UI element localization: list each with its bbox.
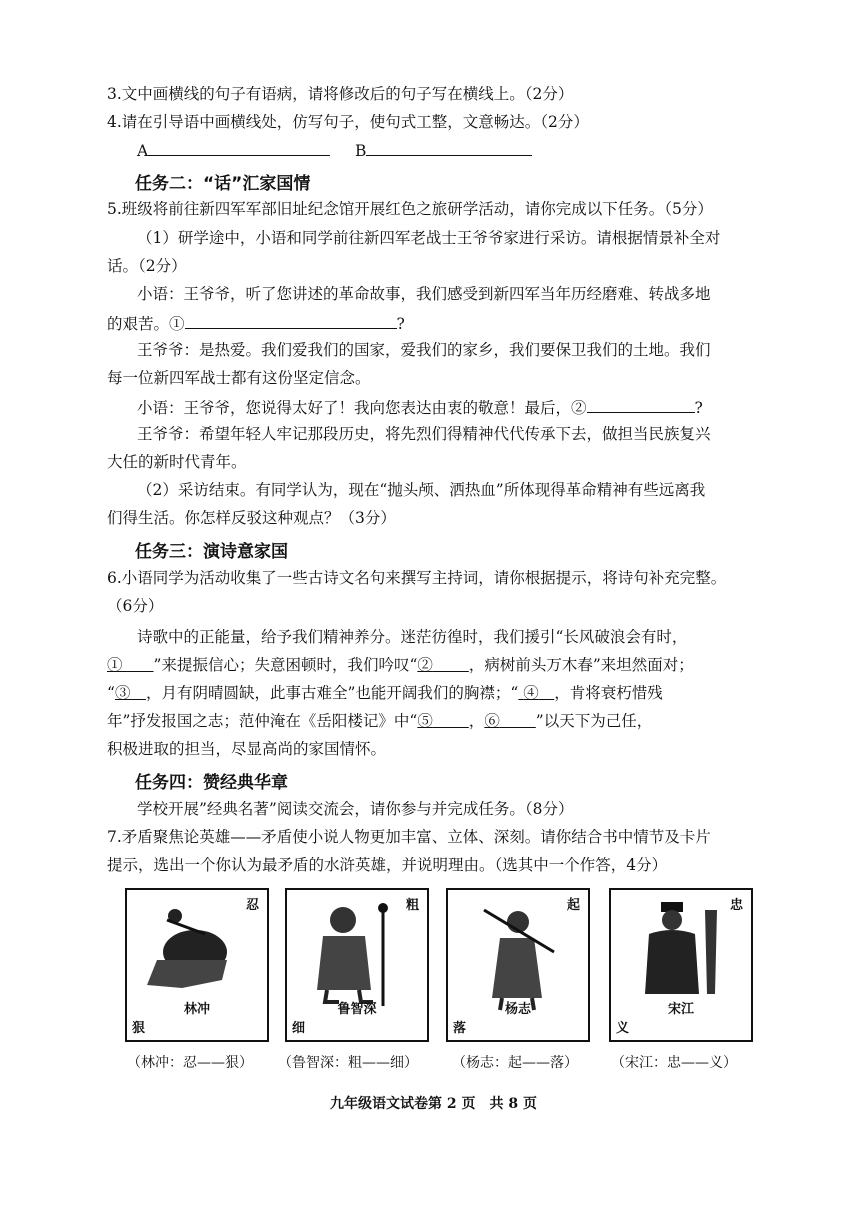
question-6-line2: （6分） bbox=[107, 597, 164, 615]
blank-2[interactable] bbox=[587, 396, 695, 413]
q5-part1-line2: 话。（2分） bbox=[107, 257, 187, 275]
poem-line4: 年”抒发报国之志；范仲淹在《岳阳楼记》中“⑤ ，⑥ ”以天下为己任， bbox=[107, 712, 653, 730]
blank-poem-4[interactable]: ④ bbox=[523, 684, 539, 702]
card-trait-top: 起 bbox=[566, 898, 580, 913]
task3-heading: 任务三：演诗意家国 bbox=[135, 542, 288, 562]
question-6-line1: 6.小语同学为活动收集了一些古诗文名句来撰写主持词，请你根据提示，将诗句补充完整。 bbox=[107, 569, 727, 587]
hero-card-songjiang bbox=[609, 888, 753, 1042]
dialogue-xiaoyu-1b: 的艰苦。① ? bbox=[107, 312, 405, 334]
dialogue-wang-1a: 王爷爷：是热爱。我们爱我们的国家，爱我们的家乡，我们要保卫我们的土地。我们 bbox=[137, 341, 711, 359]
task2-heading: 任务二：“话”汇家国情 bbox=[135, 174, 311, 194]
hero-card-linchong bbox=[125, 888, 269, 1042]
card-hero-name: 林冲 bbox=[183, 1002, 210, 1017]
card-hero-name: 鲁智深 bbox=[337, 1002, 377, 1017]
card-trait-top: 忍 bbox=[245, 898, 259, 913]
blank-poem-2[interactable]: ② bbox=[417, 656, 433, 674]
page-footer: 九年级语文试卷第 2 页 共 8 页 bbox=[330, 1096, 537, 1112]
card-hero-name: 杨志 bbox=[504, 1002, 531, 1017]
task4-heading: 任务四：赞经典华章 bbox=[135, 773, 288, 793]
q5-part1-line1: （1）研学途中，小语和同学前往新四军老战士王爷爷家进行采访。请根据情景补全对 bbox=[137, 229, 721, 247]
answer-line-b[interactable] bbox=[355, 139, 532, 161]
q5-part2-line1: （2）采访结束。有同学认为，现在“抛头颅、洒热血”所体现得革命精神有些远离我 bbox=[137, 481, 706, 499]
card-trait-top: 忠 bbox=[729, 898, 743, 913]
hero-card-yangzhi bbox=[446, 888, 590, 1042]
blank-poem-6[interactable]: ⑥ bbox=[484, 712, 500, 730]
card-trait-bottom: 落 bbox=[453, 1021, 467, 1036]
task4-intro: 学校开展”经典名著”阅读交流会，请你参与并完成任务。（8分） bbox=[137, 800, 574, 818]
question-7-line2: 提示，选出一个你认为最矛盾的水浒英雄，并说明理由。（选其中一个作答，4分） bbox=[107, 856, 668, 874]
question-7-line1: 7.矛盾聚焦论英雄——矛盾使小说人物更加丰富、立体、深刻。请你结合书中情节及卡片 bbox=[107, 828, 711, 846]
dialogue-xiaoyu-2: 小语：王爷爷，您说得太好了！我向您表达由衷的敬意！最后，② ? bbox=[137, 396, 703, 418]
card-trait-bottom: 义 bbox=[616, 1021, 630, 1036]
poem-line3: “③ ，月有阴晴圆缺，此事古难全”也能开阔我们的胸襟；“ ④ ，肯将衰朽惜残 bbox=[107, 684, 663, 702]
hero-card-luzhishen bbox=[285, 888, 429, 1042]
caption-luzhishen: （鲁智深：粗——细） bbox=[278, 1055, 418, 1071]
question-4: 4.请在引导语中画横线处，仿写句子，使句式工整，文意畅达。（2分） bbox=[107, 113, 589, 131]
dialogue-wang-2a: 王爷爷：希望年轻人牢记那段历史，将先烈们得精神代代传承下去，做担当民族复兴 bbox=[137, 425, 711, 443]
answer-label-b: B bbox=[355, 142, 367, 160]
caption-yangzhi: （杨志：起——落） bbox=[452, 1055, 578, 1071]
caption-linchong: （林冲：忍——狠） bbox=[127, 1055, 253, 1071]
card-hero-name: 宋江 bbox=[667, 1002, 694, 1017]
poem-line5: 积极进取的担当，尽显高尚的家国情怀。 bbox=[107, 740, 387, 758]
card-trait-bottom: 狠 bbox=[132, 1021, 146, 1036]
q5-part2-line2: 们得生活。你怎样反驳这种观点？（3分） bbox=[107, 509, 396, 527]
poem-line1: 诗歌中的正能量，给予我们精神养分。迷茫彷徨时，我们援引“长风破浪会有时， bbox=[137, 628, 688, 646]
answer-line-a[interactable] bbox=[137, 139, 330, 161]
dialogue-xiaoyu-1a: 小语：王爷爷，听了您讲述的革命故事，我们感受到新四军当年历经磨难、转战多地 bbox=[137, 285, 711, 303]
dialogue-wang-2b: 大任的新时代青年。 bbox=[107, 453, 247, 471]
answer-label-a: A bbox=[137, 142, 149, 160]
blank-poem-1[interactable]: ① bbox=[107, 656, 123, 674]
card-trait-top: 粗 bbox=[405, 898, 419, 913]
question-3: 3.文中画横线的句子有语病，请将修改后的句子写在横线上。（2分） bbox=[107, 85, 574, 103]
dialogue-wang-1b: 每一位新四军战士都有这份坚定信念。 bbox=[107, 369, 371, 387]
blank-poem-5[interactable]: ⑤ bbox=[417, 712, 433, 730]
blank-poem-3[interactable]: ③ bbox=[114, 684, 131, 702]
blank-1[interactable] bbox=[185, 312, 397, 329]
card-trait-bottom: 细 bbox=[292, 1021, 306, 1036]
question-5: 5.班级将前往新四军军部旧址纪念馆开展红色之旅研学活动，请你完成以下任务。（5分） bbox=[107, 200, 713, 218]
caption-songjiang: （宋江：忠——义） bbox=[611, 1055, 737, 1071]
poem-line2: ① ”来提振信心；失意困顿时，我们吟叹“② ，病树前头万木春”来坦然面对； bbox=[107, 656, 694, 674]
